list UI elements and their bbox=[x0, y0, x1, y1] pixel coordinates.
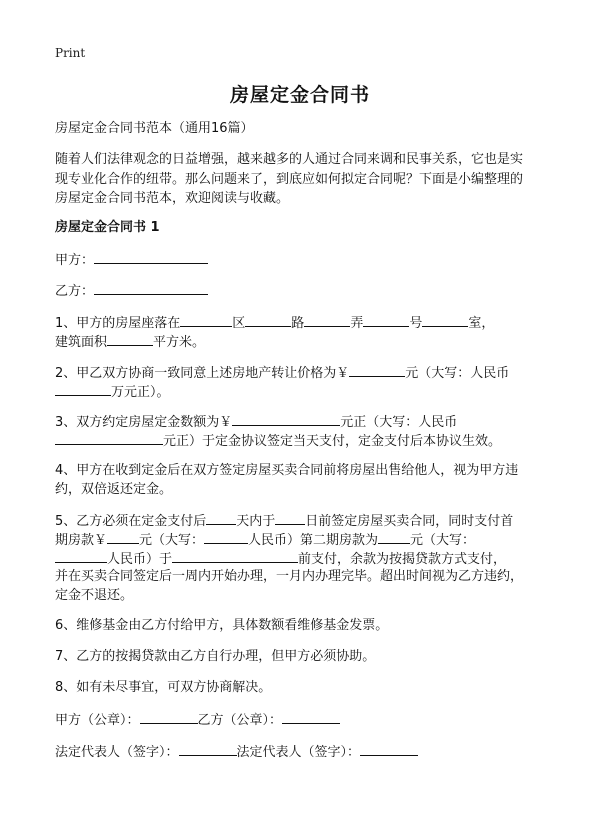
district-blank bbox=[180, 312, 232, 327]
clause-2-text: 2、甲乙双方协商一致同意上述房地产转让价格为￥ bbox=[55, 366, 350, 381]
party-a-line bbox=[55, 249, 555, 271]
party-a-label: 甲方： bbox=[55, 253, 95, 268]
clause-1-text: 平方米。 bbox=[153, 335, 206, 350]
party-b-line bbox=[55, 280, 555, 302]
deposit-words-blank bbox=[55, 430, 163, 445]
party-b-seal-blank bbox=[282, 709, 340, 724]
section-heading: 房屋定金合同书 1 bbox=[55, 220, 160, 235]
clause-1-text: 区 bbox=[232, 316, 246, 331]
clause-3-text: 3、双方约定房屋定金数额为￥ bbox=[55, 415, 233, 430]
subtitle: 房屋定金合同书范本（通用16篇） bbox=[55, 121, 254, 136]
party-a-rep-blank bbox=[179, 741, 237, 756]
date-blank bbox=[275, 510, 305, 525]
clause-5-text: 前支付，余款为按揭贷款方式支付， bbox=[298, 552, 507, 567]
second-payment-date-blank bbox=[172, 548, 298, 563]
party-a-blank bbox=[94, 249, 208, 264]
clause-4-line-2: 约，双倍返还定金。 bbox=[55, 482, 173, 497]
clause-4-line-1: 4、甲方在收到定金后在双方签定房屋买卖合同前将房屋出售给他人，视为甲方违 bbox=[55, 463, 519, 478]
clause-3-text: 元正（大写：人民币 bbox=[340, 415, 458, 430]
clause-1-text: 路 bbox=[291, 316, 305, 331]
clause-8: 8、如有未尽事宜，可双方协商解决。 bbox=[55, 680, 272, 695]
clause-1-text: 号 bbox=[409, 316, 423, 331]
clause-5-text: 人民币）于 bbox=[107, 552, 173, 567]
clause-5-text: 元（大写： bbox=[139, 533, 205, 548]
party-b-seal-label: 乙方（公章）： bbox=[197, 713, 283, 728]
clause-1-text: 室， bbox=[468, 316, 495, 331]
intro-line-2: 现专业化合作的纽带。那么问题来了，到底应如何拟定合同呢？下面是小编整理的 bbox=[55, 172, 524, 187]
clause-5-text: 天内于 bbox=[236, 514, 276, 529]
second-payment-blank bbox=[378, 529, 410, 544]
clause-2-text: 万元正）。 bbox=[111, 385, 170, 400]
clause-1-text: 建筑面积 bbox=[55, 335, 108, 350]
clause-7: 7、乙方的按揭贷款由乙方自行办理，但甲方必须协助。 bbox=[55, 649, 376, 664]
clause-2-line-2 bbox=[55, 381, 555, 403]
clause-3-text: 元正）于定金协议签定当天支付，定金支付后本协议生效。 bbox=[163, 434, 502, 449]
price-blank bbox=[349, 362, 405, 377]
clause-1-line-2 bbox=[55, 331, 555, 353]
first-payment-blank bbox=[107, 529, 139, 544]
party-a-seal-label: 甲方（公章）： bbox=[55, 713, 140, 728]
clause-1-text: 1、甲方的房屋座落在 bbox=[55, 316, 181, 331]
clause-5-line-4: 并在买卖合同签定后一周内开始办理，一月内办理完毕。超出时间视为乙方违约， bbox=[55, 569, 524, 584]
clause-5-text: 日前签定房屋买卖合同，同时支付首 bbox=[305, 514, 514, 529]
number-blank bbox=[363, 312, 409, 327]
party-b-label: 乙方： bbox=[55, 284, 95, 299]
print-link[interactable]: Print bbox=[55, 46, 86, 60]
intro-line-1: 随着人们法律观念的日益增强，越来越多的人通过合同来调和民事关系，它也是实 bbox=[55, 152, 524, 167]
party-b-rep-label: 法定代表人（签字）： bbox=[236, 745, 361, 760]
clause-5-text: 5、乙方必须在定金支付后 bbox=[55, 514, 207, 529]
page-title: 房屋定金合同书 bbox=[229, 84, 370, 106]
party-a-rep-label: 法定代表人（签字）： bbox=[55, 745, 179, 760]
party-b-blank bbox=[94, 280, 208, 295]
signature-line bbox=[55, 741, 555, 763]
seal-line bbox=[55, 709, 555, 731]
second-payment-words-blank bbox=[55, 548, 107, 563]
clause-6: 6、维修基金由乙方付给甲方，具体数额看维修基金发票。 bbox=[55, 618, 389, 633]
party-a-seal-blank bbox=[140, 709, 198, 724]
first-payment-words-blank bbox=[204, 529, 248, 544]
deposit-blank bbox=[232, 411, 340, 426]
price-words-blank bbox=[55, 381, 111, 396]
clause-5-text: 人民币）第二期房款为 bbox=[248, 533, 379, 548]
party-b-rep-blank bbox=[360, 741, 418, 756]
intro-line-3: 房屋定金合同书范本，欢迎阅读与收藏。 bbox=[55, 191, 290, 206]
lane-blank bbox=[304, 312, 350, 327]
room-blank bbox=[422, 312, 468, 327]
road-blank bbox=[245, 312, 291, 327]
clause-5-line-5: 定金不退还。 bbox=[55, 588, 134, 603]
clause-3-line-2 bbox=[55, 430, 555, 452]
clause-5-text: 期房款￥ bbox=[55, 533, 108, 548]
days-blank bbox=[206, 510, 236, 525]
area-blank bbox=[107, 331, 153, 346]
clause-5-text: 元（大写： bbox=[410, 533, 476, 548]
clause-1-text: 弄 bbox=[350, 316, 364, 331]
clause-2-text: 元（大写：人民币 bbox=[405, 366, 510, 381]
